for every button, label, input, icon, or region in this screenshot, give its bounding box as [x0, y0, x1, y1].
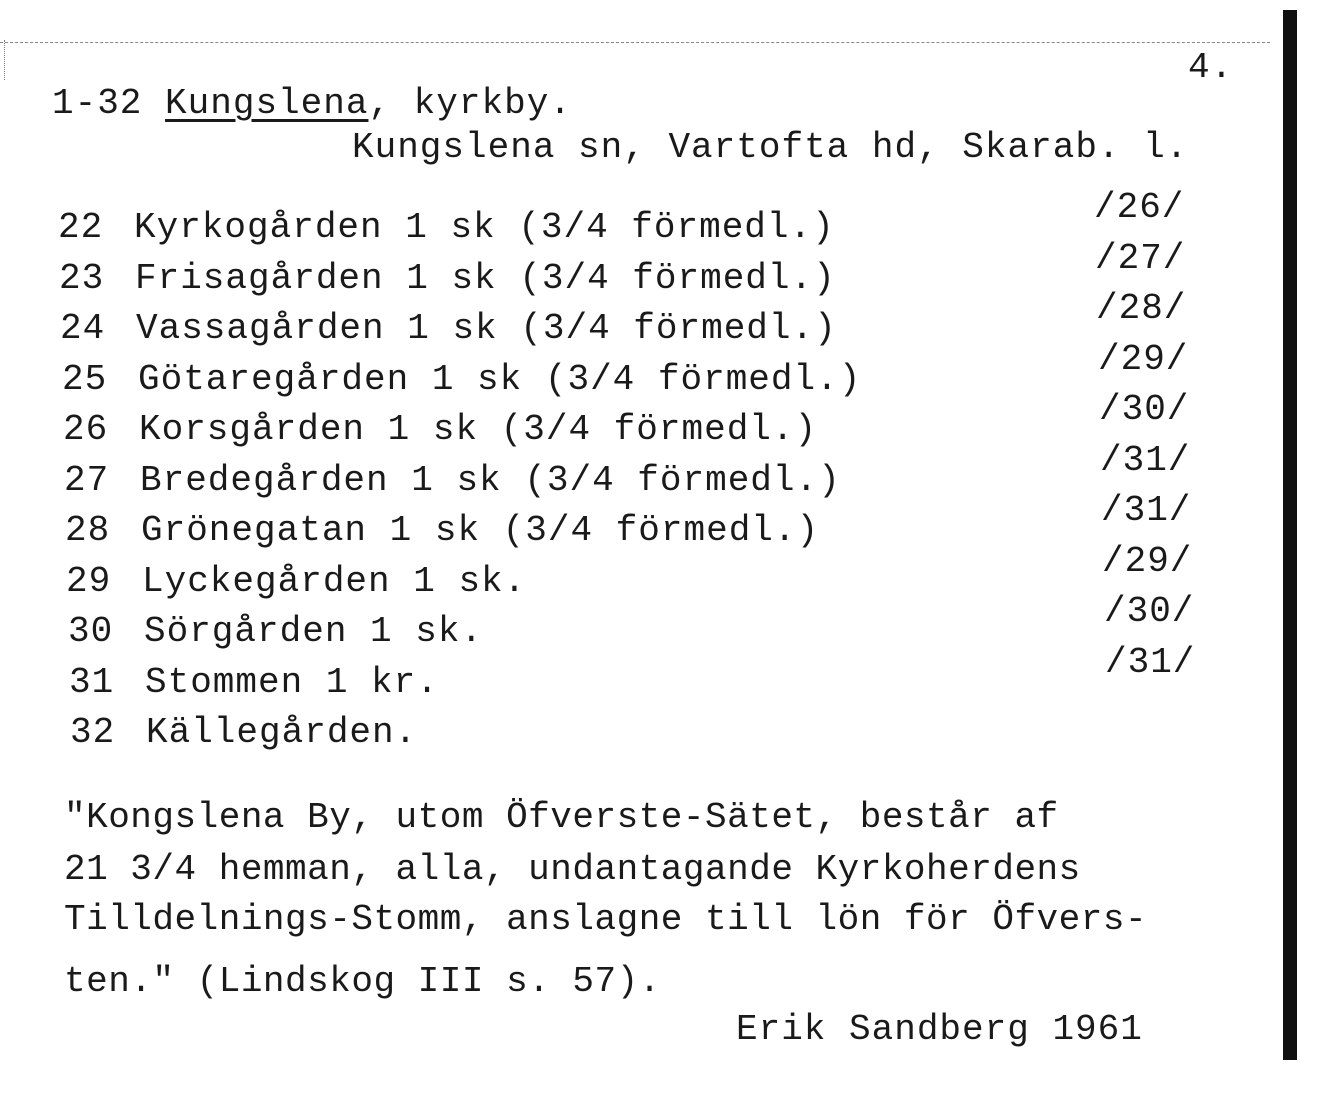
entry-name: Grönegatan 1 sk (3/4 förmedl.) — [141, 510, 820, 551]
entry-number: 31 — [69, 662, 115, 703]
entry-number: 27 — [64, 460, 110, 501]
header-range: 1-32 — [52, 83, 143, 124]
card-left-edge — [4, 40, 7, 80]
header-location: Kungslena sn, Vartofta hd, Skarab. l. — [352, 127, 1189, 168]
entry-reference: /28/ — [1096, 288, 1187, 329]
entry-reference: /26/ — [1094, 187, 1185, 228]
quote-line-1: "Kongslena By, utom Öfverste-Sätet, består af — [64, 797, 1059, 838]
entry-name: Sörgården 1 sk. — [144, 611, 484, 652]
quote-line-4: ten." (Lindskog III s. 57). — [64, 961, 661, 1002]
quote-line-3: Tilldelnings-Stomm, anslagne till lön för Öfvers- — [64, 899, 1148, 940]
page-number: 4. — [1188, 47, 1234, 88]
header-type: , kyrkby. — [368, 83, 572, 124]
entry-number: 32 — [70, 712, 116, 753]
entry-name: Frisagården 1 sk (3/4 förmedl.) — [135, 258, 836, 299]
header-line — [52, 84, 572, 124]
entry-name: Källegården. — [146, 712, 418, 753]
entry-reference: /31/ — [1100, 440, 1191, 481]
signature: Erik Sandberg 1961 — [736, 1009, 1143, 1050]
entry-reference: /27/ — [1095, 238, 1186, 279]
card-right-shadow — [1283, 10, 1297, 1060]
entry-number: 26 — [63, 409, 109, 450]
entry-number: 22 — [58, 207, 104, 248]
entry-name: Kyrkogården 1 sk (3/4 förmedl.) — [134, 207, 835, 248]
entry-name: Lyckegården 1 sk. — [142, 561, 527, 602]
entry-name: Götaregården 1 sk (3/4 förmedl.) — [138, 359, 862, 400]
entry-number: 30 — [68, 611, 114, 652]
entry-name: Korsgården 1 sk (3/4 förmedl.) — [139, 409, 818, 450]
entry-number: 28 — [65, 510, 111, 551]
entry-number: 25 — [62, 359, 108, 400]
entry-name: Stommen 1 kr. — [145, 662, 439, 703]
entry-reference: /31/ — [1105, 642, 1196, 683]
entry-name: Bredegården 1 sk (3/4 förmedl.) — [140, 460, 841, 501]
entry-name: Vassagården 1 sk (3/4 förmedl.) — [136, 308, 837, 349]
header-place: Kungslena — [165, 83, 369, 124]
entry-number: 23 — [59, 258, 105, 299]
entry-reference: /30/ — [1099, 389, 1190, 430]
card-top-edge — [0, 42, 1270, 43]
entry-number: 24 — [60, 308, 106, 349]
entry-reference: /29/ — [1098, 339, 1189, 380]
entry-reference: /31/ — [1101, 490, 1192, 531]
entry-number: 29 — [66, 561, 112, 602]
quote-line-2: 21 3/4 hemman, alla, undantagande Kyrkoherdens — [64, 849, 1081, 890]
entry-reference: /30/ — [1104, 591, 1195, 632]
entry-reference: /29/ — [1102, 541, 1193, 582]
